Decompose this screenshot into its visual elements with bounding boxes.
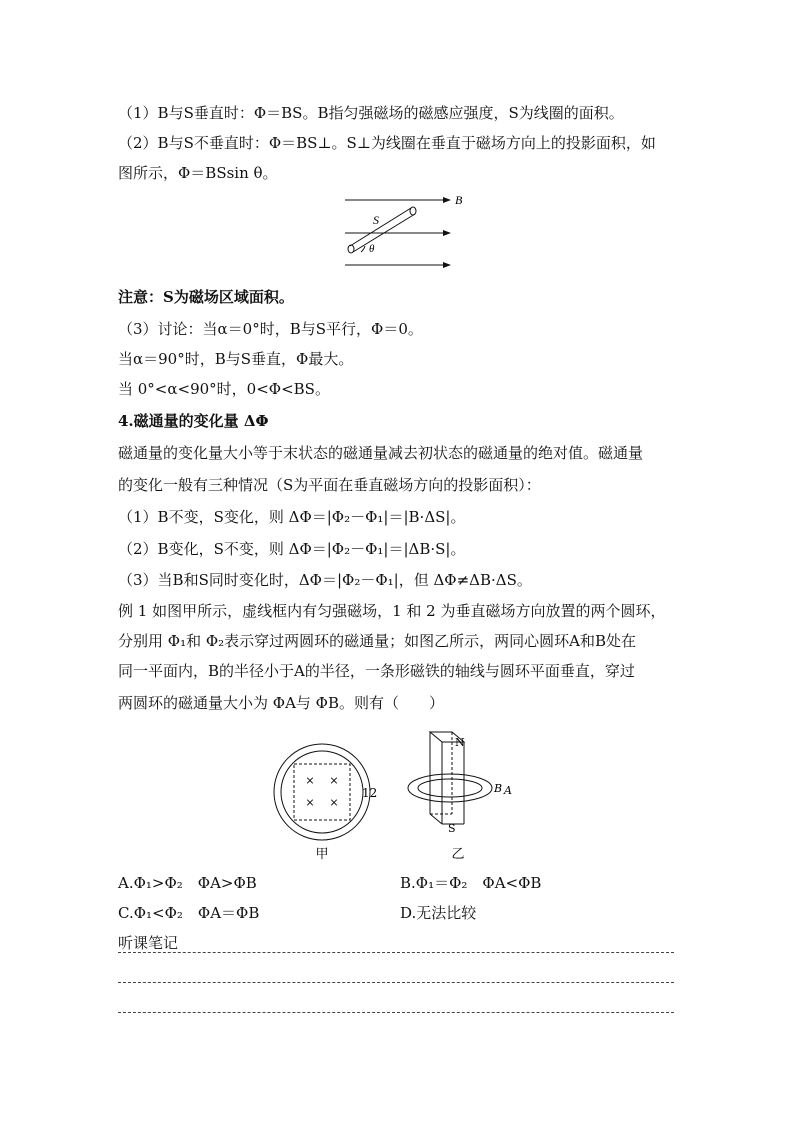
label-B: B xyxy=(455,193,463,207)
figure-jia xyxy=(270,740,390,862)
arrow-head-top xyxy=(443,197,451,203)
ring-A-label: A xyxy=(504,784,512,797)
option-B[interactable]: B.Φ₁＝Φ₂ ΦA<ΦB xyxy=(400,874,542,892)
arrow-head-middle xyxy=(443,230,451,236)
text-line-5: 当α＝90°时，B与S垂直，Φ最大。 xyxy=(118,350,354,368)
ring-B-label: B xyxy=(494,782,503,795)
ring-A xyxy=(408,774,492,802)
text-line-6: 当 0°<α<90°时，0<Φ<BS。 xyxy=(118,380,330,398)
ring-labels: 12 xyxy=(362,786,378,800)
text-line-3: 图所示，Φ＝BSsin θ。 xyxy=(118,164,278,182)
note-rule xyxy=(118,982,674,983)
coil-end-bottom xyxy=(348,245,354,253)
magnet-N-label: N xyxy=(455,736,465,749)
text-line-11: （3）当B和S同时变化时，ΔΦ＝|Φ₂－Φ₁|，但 ΔΦ≠ΔB·ΔS。 xyxy=(118,571,532,589)
label-theta: θ xyxy=(369,243,375,255)
field-region-box xyxy=(294,764,350,820)
note-rule xyxy=(118,952,674,953)
arrow-head-bottom xyxy=(443,262,451,268)
text-line-9: （1）B不变，S变化，则 ΔΦ＝|Φ₂－Φ₁|＝|B·ΔS|。 xyxy=(118,508,466,526)
coil-edge-a xyxy=(350,208,411,246)
section-heading: 4.磁通量的变化量 ΔΦ xyxy=(118,412,269,430)
text-line-10: （2）B变化，S不变，则 ΔΦ＝|Φ₂－Φ₁|＝|ΔB·S|。 xyxy=(118,540,466,558)
text-line-2: （2）B与S不垂直时：Φ＝BS⊥。S⊥为线圈在垂直于磁场方向上的投影面积，如 xyxy=(118,134,656,152)
coil-end-top xyxy=(410,207,416,215)
text-line-4: （3）讨论：当α＝0°时，B与S平行，Φ＝0。 xyxy=(118,320,423,338)
ring-1 xyxy=(281,751,363,833)
figure-yi-caption: 乙 xyxy=(451,847,465,862)
notes-title: 听课笔记 xyxy=(118,934,179,952)
figure-yi xyxy=(400,728,530,862)
note-rule xyxy=(118,1012,674,1013)
example-line-4: 两圆环的磁通量大小为 ΦA与 ΦB。则有（ ） xyxy=(118,694,444,712)
option-A[interactable]: A.Φ₁>Φ₂ ΦA>ΦB xyxy=(118,874,257,892)
cross-mark: × xyxy=(305,796,315,809)
magnet-edge xyxy=(430,814,442,824)
cross-mark: × xyxy=(329,774,339,787)
text-line-7: 磁通量的变化量大小等于末状态的磁通量减去初状态的磁通量的绝对值。磁通量 xyxy=(118,444,644,462)
cross-mark: × xyxy=(329,796,339,809)
text-line-1: （1）B与S垂直时：Φ＝BS。B指匀强磁场的磁感应强度，S为线圈的面积。 xyxy=(118,104,624,122)
example-line-1: 例 1 如图甲所示，虚线框内有匀强磁场，1 和 2 为垂直磁场方向放置的两个圆环， xyxy=(118,602,666,620)
example-line-2: 分别用 Φ₁和 Φ₂表示穿过两圆环的磁通量；如图乙所示，两同心圆环A和B处在 xyxy=(118,632,637,650)
cross-mark: × xyxy=(305,774,315,787)
option-C[interactable]: C.Φ₁<Φ₂ ΦA＝ΦB xyxy=(118,904,260,922)
figure-jia-caption: 甲 xyxy=(315,847,329,862)
note-line: 注意：S为磁场区域面积。 xyxy=(118,288,294,306)
magnet-S-label: S xyxy=(448,822,456,835)
ring-2 xyxy=(274,744,370,840)
label-S: S xyxy=(373,213,379,227)
example-line-3: 同一平面内，B的半径小于A的半径，一条形磁铁的轴线与圆环平面垂直，穿过 xyxy=(118,662,635,680)
ring-B xyxy=(418,779,482,797)
projection-figure xyxy=(335,188,465,268)
text-line-8: 的变化一般有三种情况（S为平面在垂直磁场方向的投影面积）： xyxy=(118,476,541,494)
option-D[interactable]: D.无法比较 xyxy=(400,904,477,922)
